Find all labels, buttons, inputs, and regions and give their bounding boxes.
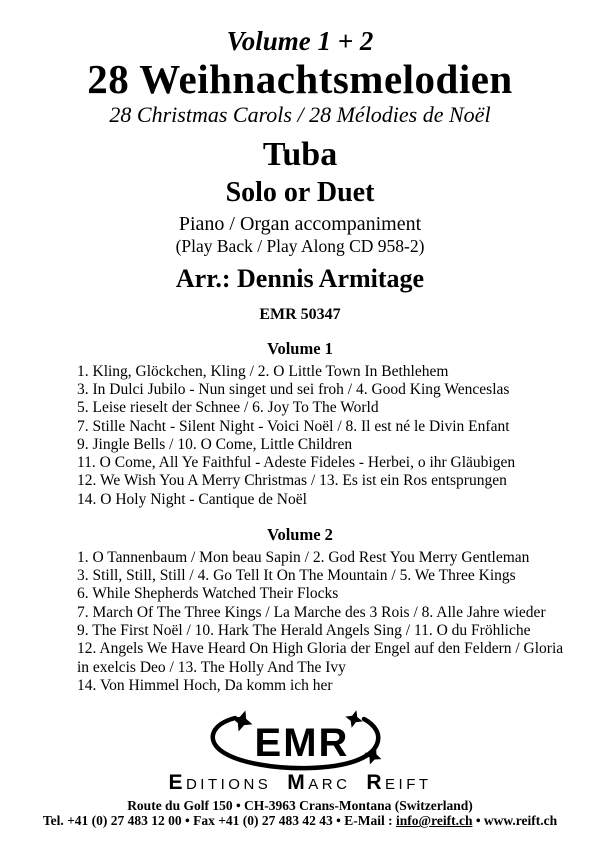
- volume-line: Volume 1 + 2: [226, 26, 374, 56]
- contact-suffix: • www.reift.ch: [472, 813, 558, 829]
- publisher-name: [0, 772, 600, 793]
- emr-logo: [0, 709, 600, 771]
- song-list-line: 5. Leise rieselt der Schnee / 6. Joy To The World: [77, 399, 379, 417]
- song-list-line: 6. While Shepherds Watched Their Flocks: [77, 585, 339, 603]
- accompaniment-line: Piano / Organ accompaniment: [178, 213, 422, 236]
- emr-logo-icon: [205, 709, 395, 771]
- format-line: Solo or Duet: [225, 177, 375, 209]
- publisher-name-word: EDITIONS: [168, 771, 272, 795]
- publisher-contact: [0, 813, 600, 828]
- subtitle: 28 Christmas Carols / 28 Mélodies de Noël: [109, 102, 491, 128]
- logo-letters: EMR: [254, 721, 350, 766]
- publisher-name-word: REIFT: [366, 771, 432, 795]
- cd-info-line: (Play Back / Play Along CD 958-2): [175, 236, 425, 257]
- publisher-footer: [0, 798, 600, 828]
- song-list-line: 3. Still, Still, Still / 4. Go Tell It On The Mountain / 5. We Three Kings: [77, 567, 516, 585]
- song-list-line: 14. Von Himmel Hoch, Da komm ich her: [77, 676, 333, 694]
- arranger-line: Arr.: Dennis Armitage: [175, 264, 425, 294]
- song-list-line: 12. Angels We Have Heard On High Gloria der Engel auf den Feldern / Gloria: [77, 640, 564, 658]
- song-list-line: 7. March Of The Three Kings / La Marche des 3 Rois / 8. Alle Jahre wieder: [77, 603, 546, 621]
- star-icon: [228, 709, 256, 735]
- page-title: 28 Weihnachtsmelodien: [87, 56, 513, 103]
- song-list-line: 1. O Tannenbaum / Mon beau Sapin / 2. God Rest You Merry Gentleman: [77, 548, 530, 566]
- song-list-line: 11. O Come, All Ye Faithful - Adeste Fideles - Herbei, o ihr Gläubigen: [77, 454, 516, 472]
- volume1-heading: Volume 1: [267, 338, 333, 358]
- email-link: info@reift.ch: [396, 813, 473, 829]
- song-list-line: 9. Jingle Bells / 10. O Come, Little Children: [77, 435, 353, 453]
- song-list-line: 9. The First Noël / 10. Hark The Herald Angels Sing / 11. O du Fröhliche: [77, 621, 531, 639]
- song-list-line: 7. Stille Nacht - Silent Night - Voici Noël / 8. Il est né le Divin Enfant: [77, 417, 510, 435]
- catalog-number: EMR 50347: [259, 305, 341, 323]
- instrument-name: Tuba: [262, 135, 338, 173]
- song-list-line: 12. We Wish You A Merry Christmas / 13. Es ist ein Ros entsprungen: [77, 472, 507, 490]
- volume2-heading: Volume 2: [267, 525, 333, 544]
- volume2-song-list: [0, 549, 600, 695]
- song-list-line: 3. In Dulci Jubilo - Nun singet und sei froh / 4. Good King Wenceslas: [77, 380, 510, 398]
- contact-prefix: Tel. +41 (0) 27 483 12 00 • Fax +41 (0) 27 483 42 43 • E-Mail :: [42, 813, 397, 829]
- song-list-line: 1. Kling, Glöckchen, Kling / 2. O Little Town In Bethlehem: [77, 362, 449, 380]
- song-list-line: 14. O Holy Night - Cantique de Noël: [77, 490, 307, 508]
- publisher-name-word: MARC: [287, 771, 351, 795]
- publisher-address: Route du Golf 150 • CH-3963 Crans-Montana (Switzerland): [127, 798, 473, 814]
- song-list-line: in exelcis Deo / 13. The Holly And The Ivy: [77, 658, 346, 676]
- volume1-song-list: [0, 363, 600, 509]
